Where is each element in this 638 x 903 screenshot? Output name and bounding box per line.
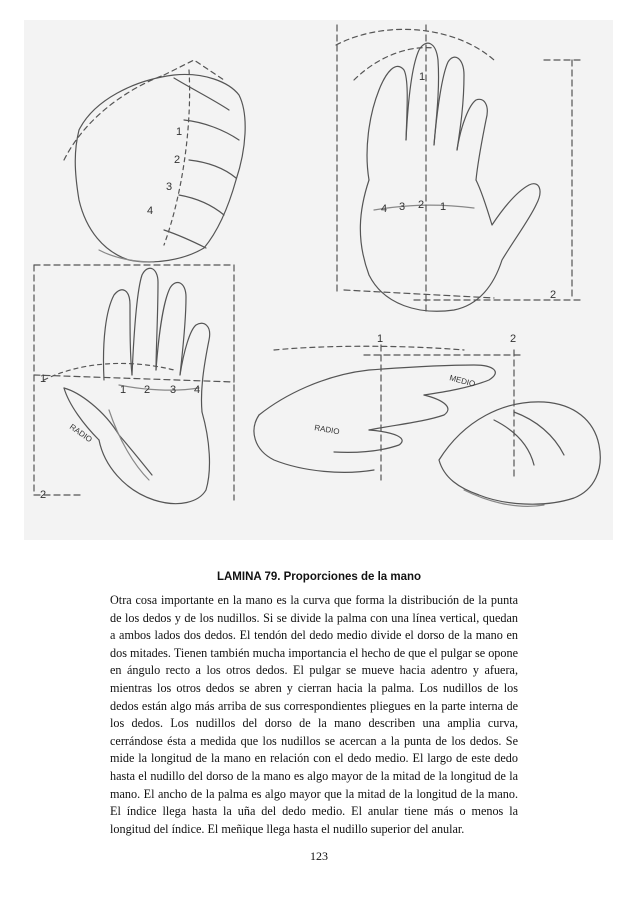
palm-label-4: 4	[194, 384, 201, 396]
palm-label-1: 1	[40, 373, 47, 385]
plate-caption: LAMINA 79. Proporciones de la mano	[216, 571, 422, 583]
back-label-1b: 1	[440, 201, 447, 213]
palm-label-2: 2	[144, 384, 151, 396]
fist-label-3: 3	[166, 181, 173, 193]
hand-proportions-illustration	[24, 20, 613, 540]
palm-label-2b: 2	[40, 489, 47, 501]
back-label-4: 4	[381, 203, 388, 215]
back-label-2b: 2	[550, 289, 557, 301]
illustration-background	[24, 20, 613, 540]
profile-radius-label: RADIO	[313, 423, 341, 437]
page-number: 123	[310, 849, 328, 863]
body-paragraph: Otra cosa importante en la mano es la curva que forma la distribución de la punta de los dedos y de los nudillos. Si se divide la palma con una línea vertical, quedan a ambos lados dos dedos. El tendón del dedo medio divide el dorso de la mano en dos mitades. Tienen también mucha importancia el hecho de que el pulgar se opone en ángulo recto a los otros dedos. El pulgar se mueve hacia adentro y afuera, mientras los otros dedos se abren y cierran hacia la palma. Los nudillos de los dedos están algo más arriba de sus correspondientes pliegues en la parte interna de los dedos. Los nudillos del dorso de la mano describen una amplia curva, cerrándose ésta a medida que los nudillos se acercan a la punta de los dedos. Se mide la longitud de la mano en relación con el dedo medio. El largo de este dedo hasta el nudillo del dorso de la mano es algo mayor de la mitad de la longitud de la mano. El ancho de la palma es algo mayor que la mitad de la longitud de la mano. El índice llega hasta la uña del dedo medio. El anular tiene más o menos la longitud del índice. El meñique llega hasta el nudillo superior del anular.	[110, 593, 518, 836]
fist-label-4: 4	[147, 205, 154, 217]
fist-label-1: 1	[176, 126, 183, 138]
fist-label-2: 2	[174, 154, 181, 166]
back-label-2: 2	[418, 199, 425, 211]
palm-radius-label: RADIO	[67, 422, 94, 445]
back-label-1: 1	[419, 71, 426, 83]
profile-label-2: 2	[510, 333, 517, 345]
palm-label-1b: 1	[120, 384, 127, 396]
profile-medius-label: MEDIO	[448, 373, 477, 389]
profile-label-1: 1	[377, 333, 384, 345]
back-label-3: 3	[399, 201, 406, 213]
palm-label-3: 3	[170, 384, 177, 396]
